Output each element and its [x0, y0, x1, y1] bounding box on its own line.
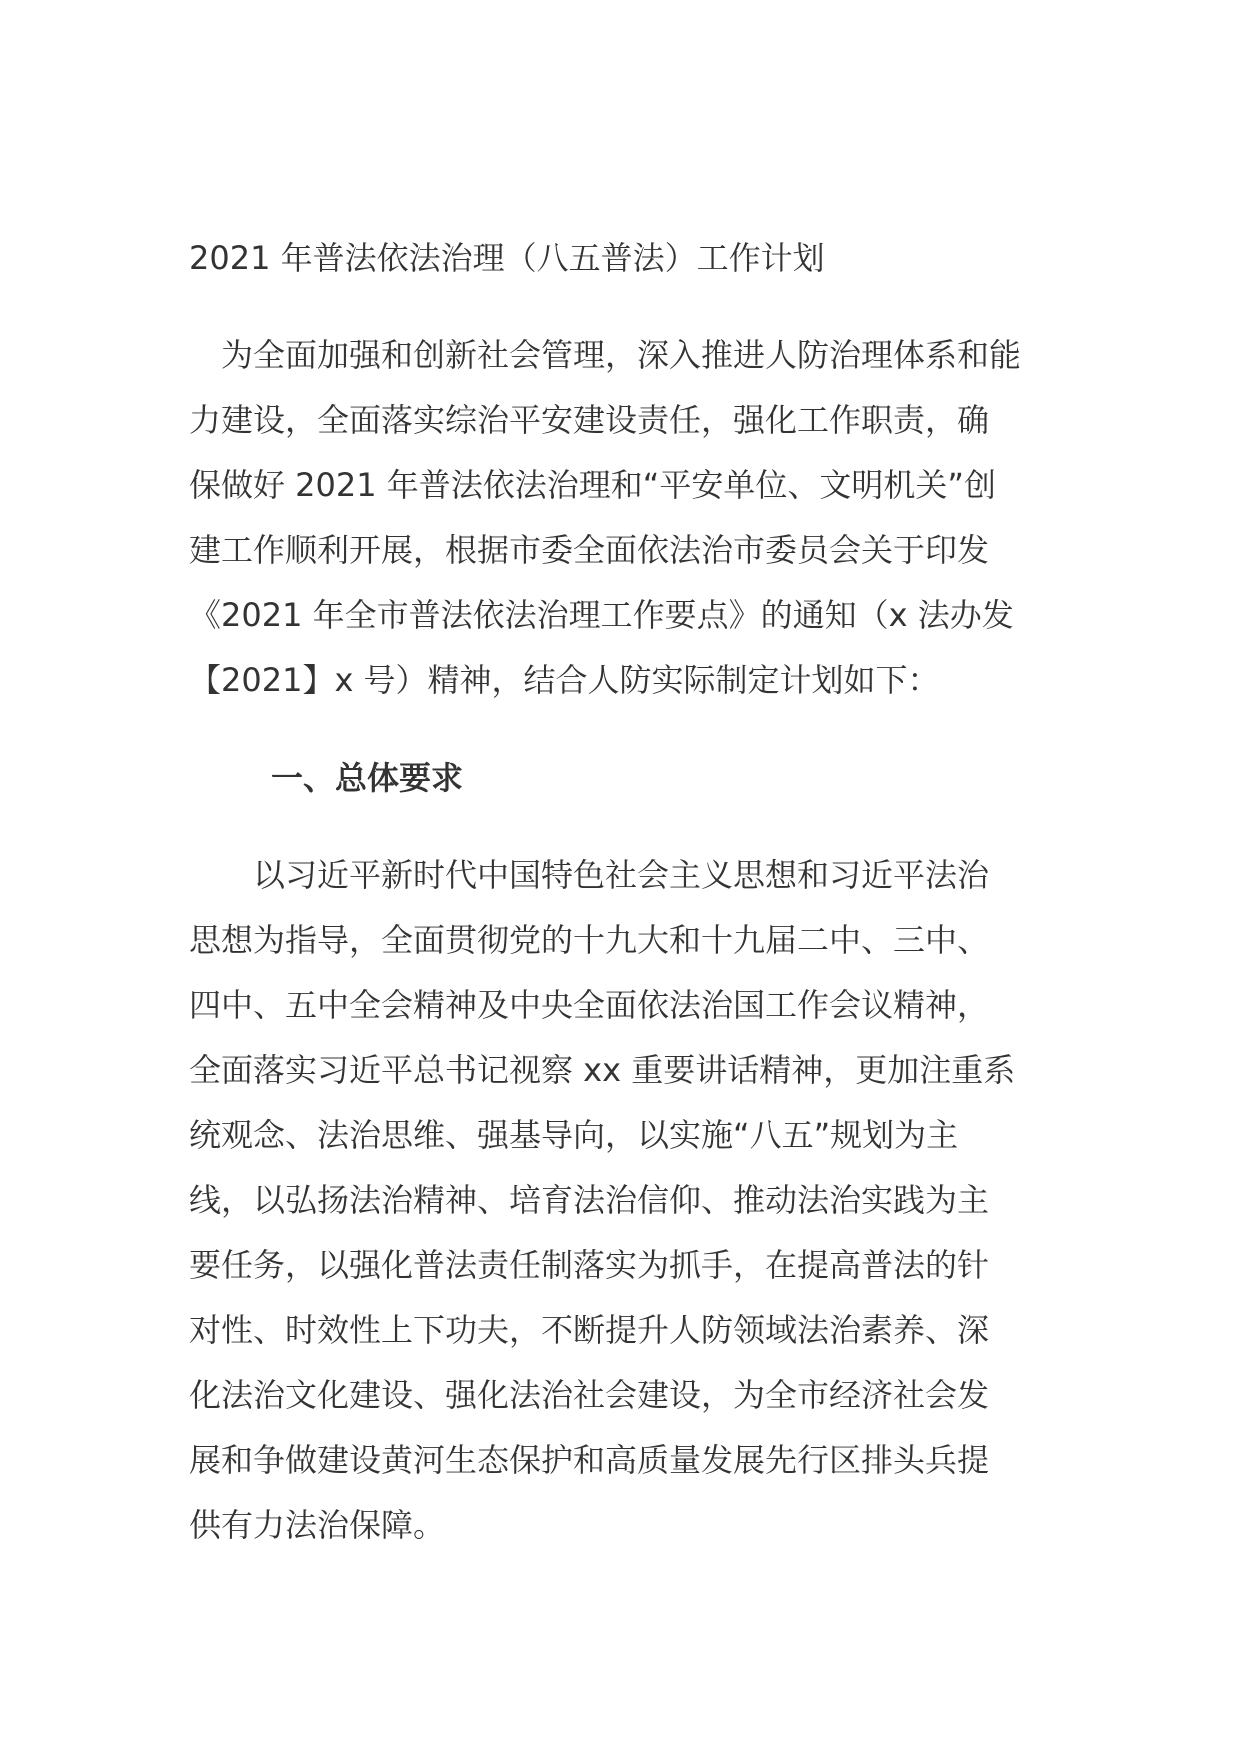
- title-line: 2021 年普法依法治理（八五普法）工作计划: [189, 239, 825, 277]
- body-paragraph: [189, 843, 1069, 1558]
- body-line: 对性、时效性上下功夫，不断提升人防领域法治素养、深: [189, 1311, 990, 1349]
- document-title: [189, 226, 1069, 291]
- body-line: 思想为指导，全面贯彻党的十九大和十九届二中、三中、: [189, 921, 990, 959]
- intro-line: 保做好 2021 年普法依法治理和“平安单位、文明机关”创: [189, 466, 996, 504]
- body-line: 全面落实习近平总书记视察 xx 重要讲话精神，更加注重系: [189, 1051, 1016, 1089]
- body-line: 要任务，以强化普法责任制落实为抓手，在提高普法的针: [189, 1246, 990, 1284]
- intro-line: 建工作顺利开展，根据市委全面依法治市委员会关于印发: [189, 531, 990, 569]
- body-line: 化法治文化建设、强化法治社会建设，为全市经济社会发: [189, 1376, 990, 1414]
- intro-line: 【2021】x 号）精神，结合人防实际制定计划如下：: [189, 661, 940, 699]
- intro-line: 《2021 年全市普法依法治理工作要点》的通知（x 法办发: [189, 596, 1014, 634]
- intro-line: 为全面加强和创新社会管理，深入推进人防治理体系和能: [189, 336, 1022, 374]
- body-line: 线，以弘扬法治精神、培育法治信仰、推动法治实践为主: [189, 1181, 990, 1219]
- section-heading: [271, 746, 1151, 811]
- intro-paragraph: [189, 323, 1069, 713]
- intro-line: 力建设，全面落实综治平安建设责任，强化工作职责，确: [189, 401, 990, 439]
- body-line: 展和争做建设黄河生态保护和高质量发展先行区排头兵提: [189, 1441, 990, 1479]
- body-line: 四中、五中全会精神及中央全面依法治国工作会议精神，: [189, 986, 990, 1024]
- section-heading-text: 一、总体要求: [271, 759, 464, 797]
- body-line: 供有力法治保障。: [189, 1506, 446, 1544]
- body-line: 统观念、法治思维、强基导向，以实施“八五”规划为主: [189, 1116, 959, 1154]
- body-line: 以习近平新时代中国特色社会主义思想和习近平法治: [189, 856, 990, 894]
